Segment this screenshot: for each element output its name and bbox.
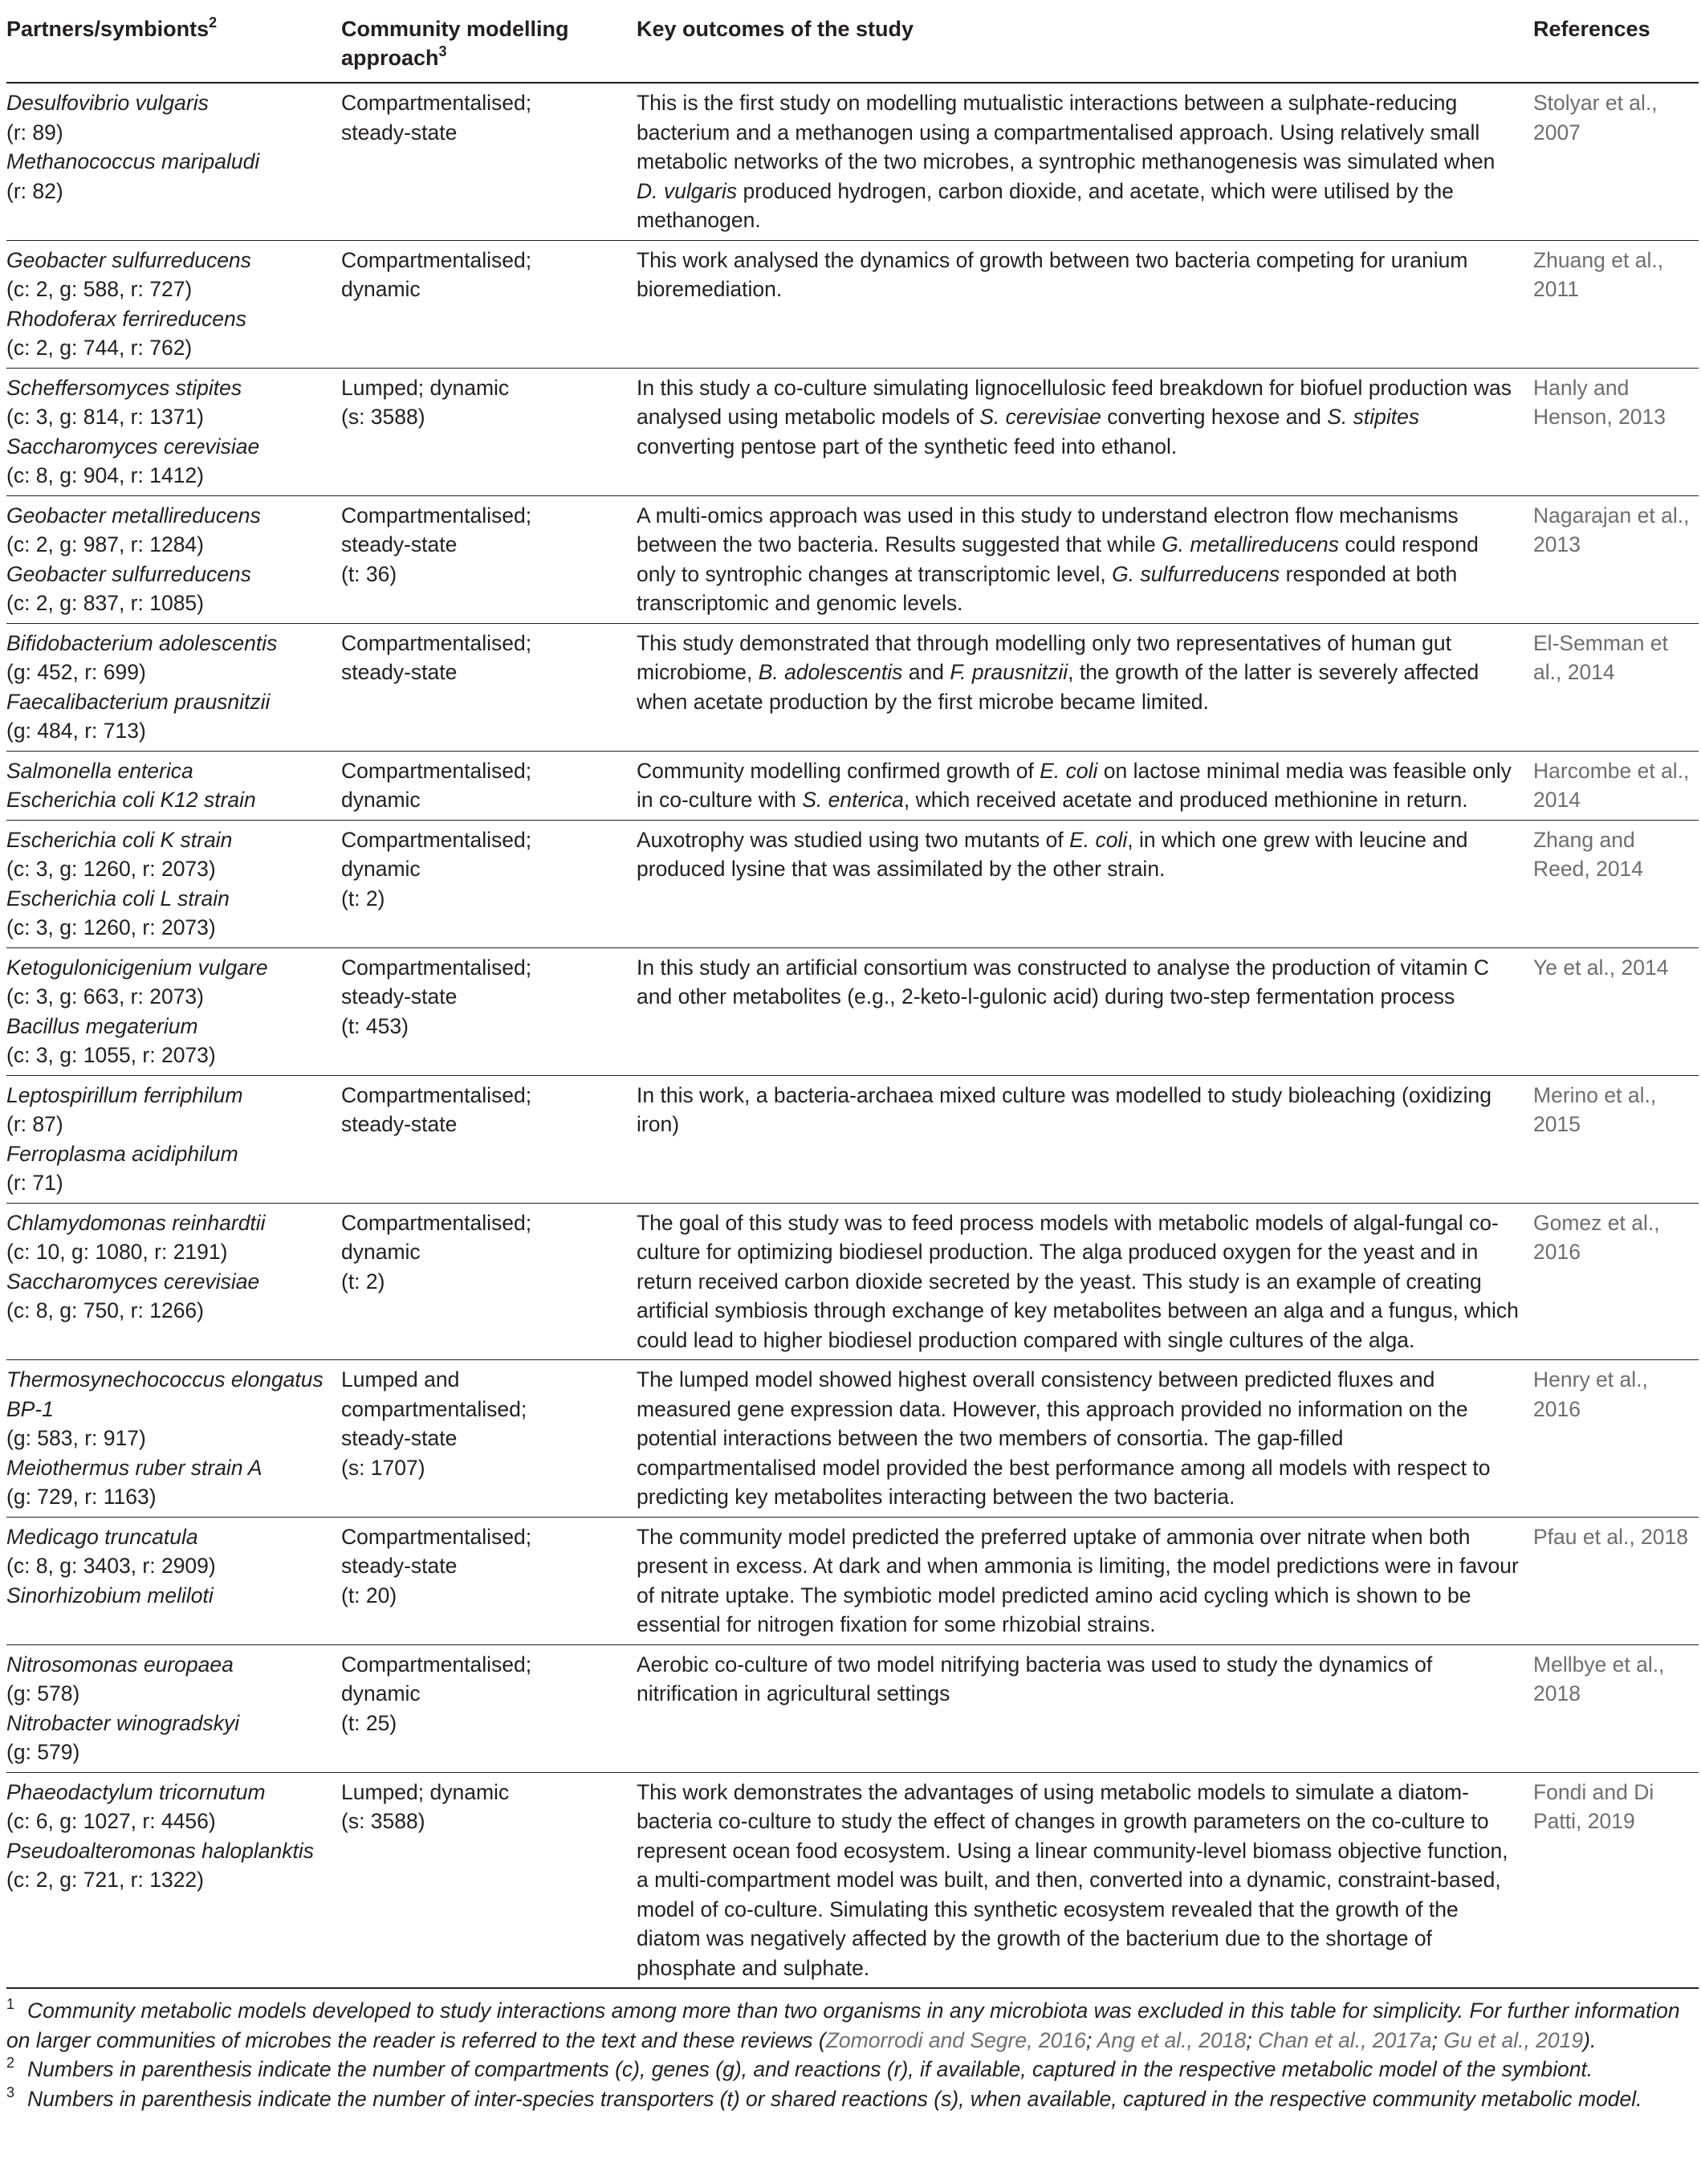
outcome-text: Community modelling confirmed growth of bbox=[637, 758, 1040, 783]
organism-stats: (r: 87) bbox=[6, 1112, 63, 1136]
outcome-text: produced hydrogen, carbon dioxide, and acetate, which were utilised by the methanogen. bbox=[637, 178, 1454, 232]
approach-line: dynamic bbox=[341, 788, 421, 812]
outcome-text: responded at both transcriptomic and genomic levels. bbox=[637, 561, 1458, 615]
outcome-text: In this work, a bacteria-archaea mixed culture was modelled to study bioleaching (oxidizing iron) bbox=[637, 1082, 1491, 1136]
outcome-text: In this study a co-culture simulating lignocellulosic feed breakdown for biofuel production was analysed using metabolic models of bbox=[637, 375, 1512, 429]
table-header-row bbox=[6, 0, 1699, 83]
approach-line: Compartmentalised; bbox=[341, 758, 532, 783]
table-row bbox=[6, 1517, 1699, 1644]
approach-line: dynamic bbox=[341, 1681, 421, 1705]
outcome-text: could respond only to syntrophic changes at transcriptomic level, bbox=[637, 532, 1479, 586]
outcome-cell bbox=[637, 751, 1533, 820]
approach-line: Compartmentalised; bbox=[341, 955, 532, 980]
organism-name: Escherichia coli K12 strain bbox=[6, 788, 256, 812]
approach-cell bbox=[341, 1360, 637, 1518]
outcome-cell bbox=[637, 1075, 1533, 1203]
approach-cell bbox=[341, 947, 637, 1075]
table-row bbox=[6, 1644, 1699, 1772]
organism-name: Geobacter sulfurreducens bbox=[6, 561, 251, 586]
outcome-cell bbox=[637, 1644, 1533, 1772]
footnote-text: Community metabolic models developed to study interactions among more than two organisms in any microbiota was excluded in this table for simplicity. For further information on larger communities of microbes the reader is referred to the text and these reviews ( bbox=[6, 1999, 1680, 2052]
approach-line: Compartmentalised; bbox=[341, 630, 532, 655]
table-row bbox=[6, 1772, 1699, 1988]
approach-line: steady-state bbox=[341, 984, 458, 1008]
approach-line: (s: 3588) bbox=[341, 405, 425, 429]
reference-link[interactable]: Mellbye et al., 2018 bbox=[1533, 1644, 1699, 1772]
partners-cell bbox=[6, 1644, 341, 1772]
outcome-text: , the growth of the latter is severely affected when acetate production by the first microbe became limited. bbox=[637, 660, 1479, 714]
outcome-cell bbox=[637, 240, 1533, 368]
outcome-text: on lactose minimal media was feasible only in co-culture with bbox=[637, 758, 1512, 812]
table-row bbox=[6, 1075, 1699, 1203]
organism-name: Scheffersomyces stipites bbox=[6, 375, 242, 400]
organism-name: Geobacter sulfurreducens bbox=[6, 247, 251, 272]
approach-line: Compartmentalised; bbox=[341, 1524, 532, 1549]
approach-cell bbox=[341, 1644, 637, 1772]
approach-line: Lumped and bbox=[341, 1367, 460, 1391]
species-name: G. sulfurreducens bbox=[1112, 561, 1280, 586]
organism-name: Leptospirillum ferriphilum bbox=[6, 1082, 243, 1107]
approach-cell bbox=[341, 1772, 637, 1988]
approach-line: steady-state bbox=[341, 1112, 458, 1136]
partners-cell bbox=[6, 240, 341, 368]
approach-line: (t: 25) bbox=[341, 1710, 397, 1735]
approach-cell bbox=[341, 623, 637, 751]
organism-stats: (c: 2, g: 744, r: 762) bbox=[6, 336, 193, 360]
species-name: S. stipites bbox=[1327, 405, 1420, 429]
organism-name: Rhodoferax ferrireducens bbox=[6, 306, 247, 331]
approach-line: Compartmentalised; bbox=[341, 827, 532, 852]
footnote-marker: 1 bbox=[6, 1996, 15, 2012]
outcome-text: Aerobic co-culture of two model nitrifying bacteria was used to study the dynamics of nitrification in agricultural settings bbox=[637, 1652, 1433, 1705]
table-footnotes bbox=[6, 1996, 1692, 2113]
organism-name: Chlamydomonas reinhardtii bbox=[6, 1210, 266, 1235]
reference-link[interactable]: Gomez et al., 2016 bbox=[1533, 1203, 1699, 1360]
footnote bbox=[6, 1996, 1692, 2055]
approach-cell bbox=[341, 240, 637, 368]
outcome-cell bbox=[637, 1517, 1533, 1644]
table-row bbox=[6, 947, 1699, 1075]
outcome-text: A multi-omics approach was used in this study to understand electron flow mechanisms between the two bacteria. Results suggested that while bbox=[637, 503, 1459, 556]
species-name: G. metallireducens bbox=[1162, 532, 1339, 556]
partners-cell bbox=[6, 1517, 341, 1644]
footnote bbox=[6, 2084, 1692, 2114]
outcome-cell bbox=[637, 83, 1533, 240]
approach-line: Compartmentalised; bbox=[341, 1082, 532, 1107]
footnote bbox=[6, 2055, 1692, 2084]
table-row bbox=[6, 495, 1699, 623]
footnote-marker: 2 bbox=[209, 14, 218, 31]
footnote-reference-link[interactable]: Ang et al., 2018 bbox=[1097, 2027, 1247, 2052]
approach-cell bbox=[341, 83, 637, 240]
outcome-cell bbox=[637, 1360, 1533, 1518]
approach-line: (t: 453) bbox=[341, 1013, 409, 1038]
header-outcomes: Key outcomes of the study bbox=[637, 0, 1533, 83]
organism-name: Pseudoalteromonas haloplanktis bbox=[6, 1838, 315, 1863]
table-row bbox=[6, 820, 1699, 947]
outcome-cell bbox=[637, 495, 1533, 623]
approach-cell bbox=[341, 820, 637, 947]
outcome-cell bbox=[637, 947, 1533, 1075]
header-references: References bbox=[1533, 0, 1699, 83]
approach-line: Compartmentalised; bbox=[341, 1210, 532, 1235]
species-name: E. coli bbox=[1040, 758, 1098, 783]
organism-stats: (r: 71) bbox=[6, 1171, 63, 1195]
organism-name: Sinorhizobium meliloti bbox=[6, 1583, 214, 1607]
partners-cell bbox=[6, 83, 341, 240]
partners-cell bbox=[6, 1360, 341, 1518]
outcome-text: This is the first study on modelling mutualistic interactions between a sulphate-reducing bacterium and a methanogen using a compartmentalised approach. Using relatively small metabolic networks of the two microbes, a syntrophic methanogenesis was simulated when bbox=[637, 91, 1495, 173]
footnote-text: Numbers in parenthesis indicate the number of inter-species transporters (t) or shared reactions (s), when available, captured in the respective community metabolic model. bbox=[27, 2086, 1642, 2111]
symbiont-models-table bbox=[6, 0, 1699, 1989]
footnote-marker: 2 bbox=[6, 2055, 15, 2071]
partners-cell bbox=[6, 1772, 341, 1988]
approach-line: (s: 1707) bbox=[341, 1455, 425, 1480]
reference-link[interactable]: Stolyar et al., 2007 bbox=[1533, 83, 1699, 240]
approach-line: Compartmentalised; bbox=[341, 247, 532, 272]
approach-line: steady-state bbox=[341, 660, 458, 684]
species-name: S. enterica bbox=[802, 788, 904, 812]
species-name: B. adolescentis bbox=[758, 660, 903, 684]
organism-name: Thermosynechococcus elongatus BP-1 bbox=[6, 1367, 324, 1421]
table-row bbox=[6, 83, 1699, 240]
reference-link[interactable]: El-Semman et al., 2014 bbox=[1533, 623, 1699, 751]
organism-stats: (c: 2, g: 721, r: 1322) bbox=[6, 1868, 204, 1892]
approach-line: steady-state bbox=[341, 1554, 458, 1578]
organism-name: Faecalibacterium prausnitzii bbox=[6, 689, 271, 714]
footnote-reference-link[interactable]: Zomorrodi and Segre, 2016 bbox=[825, 2027, 1086, 2052]
organism-name: Bifidobacterium adolescentis bbox=[6, 630, 278, 655]
outcome-text: This work demonstrates the advantages of using metabolic models to simulate a diatom-bacteria co-culture to study the effect of changes in growth parameters on the co-culture to represent ocean food ecosystem. Using a linear community-level biomass objective function, a multi-compartment model was built, and then, converted into a dynamic, constraint-based, model of co-culture. Simulating this synthetic ecosystem revealed that the growth of the diatom was negatively affected by the growth of the bacterium due to the shortage of phosphate and sulphate. bbox=[637, 1779, 1508, 1980]
organism-name: Geobacter metallireducens bbox=[6, 503, 261, 528]
organism-stats: (c: 3, g: 814, r: 1371) bbox=[6, 405, 204, 429]
organism-name: Desulfovibrio vulgaris bbox=[6, 91, 209, 115]
organism-name: Ketogulonicigenium vulgare bbox=[6, 955, 268, 980]
reference-link[interactable]: Zhuang et al., 2011 bbox=[1533, 240, 1699, 368]
organism-name: Ferroplasma acidiphilum bbox=[6, 1141, 238, 1166]
table-row bbox=[6, 623, 1699, 751]
outcome-text: The community model predicted the preferred uptake of ammonia over nitrate when both present in excess. At dark and when ammonia is limiting, the model predictions were in favour of nitrate uptake. The symbiotic model predicted amino acid cycling which is shown to be essential for nitrogen fixation for some rhizobial strains. bbox=[637, 1524, 1519, 1636]
organism-stats: (c: 8, g: 3403, r: 2909) bbox=[6, 1554, 216, 1578]
organism-stats: (c: 6, g: 1027, r: 4456) bbox=[6, 1809, 216, 1833]
organism-stats: (c: 8, g: 750, r: 1266) bbox=[6, 1298, 204, 1322]
outcome-text: This work analysed the dynamics of growth between two bacteria competing for uranium bioremediation. bbox=[637, 247, 1468, 301]
table-row bbox=[6, 368, 1699, 495]
partners-cell bbox=[6, 623, 341, 751]
approach-line: Lumped; dynamic bbox=[341, 1779, 510, 1804]
organism-stats: (g: 452, r: 699) bbox=[6, 660, 146, 684]
organism-name: Nitrobacter winogradskyi bbox=[6, 1710, 240, 1735]
reference-link[interactable]: Henry et al., 2016 bbox=[1533, 1360, 1699, 1518]
species-name: S. cerevisiae bbox=[979, 405, 1101, 429]
organism-stats: (c: 3, g: 1260, r: 2073) bbox=[6, 857, 216, 881]
species-name: D. vulgaris bbox=[637, 178, 738, 203]
footnote-text: ; bbox=[1085, 2027, 1097, 2052]
partners-cell bbox=[6, 751, 341, 820]
table-row bbox=[6, 751, 1699, 820]
approach-line: (t: 2) bbox=[341, 886, 385, 911]
reference-link[interactable]: Nagarajan et al., 2013 bbox=[1533, 495, 1699, 623]
approach-line: dynamic bbox=[341, 1240, 421, 1264]
reference-link[interactable]: Harcombe et al., 2014 bbox=[1533, 751, 1699, 820]
species-name: F. prausnitzii bbox=[950, 660, 1068, 684]
footnote-marker: 3 bbox=[438, 43, 447, 59]
footnote-text: Numbers in parenthesis indicate the number of compartments (c), genes (g), and reactions (r), if available, captured in the respective metabolic model of the symbiont. bbox=[27, 2057, 1593, 2081]
partners-cell bbox=[6, 368, 341, 495]
approach-line: compartmentalised; bbox=[341, 1396, 527, 1421]
approach-line: (t: 2) bbox=[341, 1269, 385, 1294]
outcome-cell bbox=[637, 623, 1533, 751]
species-name: E. coli bbox=[1069, 827, 1128, 852]
approach-line: Compartmentalised; bbox=[341, 503, 532, 528]
reference-link[interactable]: Zhang and Reed, 2014 bbox=[1533, 820, 1699, 947]
partners-cell bbox=[6, 947, 341, 1075]
organism-stats: (c: 8, g: 904, r: 1412) bbox=[6, 463, 204, 487]
approach-line: (s: 3588) bbox=[341, 1809, 425, 1833]
footnote-text: ; bbox=[1246, 2027, 1258, 2052]
partners-cell bbox=[6, 495, 341, 623]
organism-name: Methanococcus maripaludi bbox=[6, 149, 260, 173]
organism-stats: (g: 729, r: 1163) bbox=[6, 1485, 157, 1509]
header-partners: Partners/symbionts$^2$ bbox=[6, 0, 341, 83]
reference-link[interactable]: Pfau et al., 2018 bbox=[1533, 1517, 1699, 1644]
outcome-cell bbox=[637, 1203, 1533, 1360]
approach-cell bbox=[341, 368, 637, 495]
approach-line: dynamic bbox=[341, 277, 421, 301]
organism-stats: (c: 2, g: 837, r: 1085) bbox=[6, 591, 204, 615]
organism-stats: (g: 583, r: 917) bbox=[6, 1426, 146, 1450]
outcome-text: and bbox=[902, 660, 950, 684]
footnote-marker: 3 bbox=[6, 2084, 15, 2100]
reference-link[interactable]: Fondi and Di Patti, 2019 bbox=[1533, 1772, 1699, 1988]
approach-line: Compartmentalised; bbox=[341, 91, 532, 115]
organism-stats: (c: 2, g: 987, r: 1284) bbox=[6, 532, 204, 556]
approach-cell bbox=[341, 495, 637, 623]
footnote-text: ; bbox=[1431, 2027, 1444, 2052]
organism-name: Escherichia coli L strain bbox=[6, 886, 230, 911]
footnote-reference-link[interactable]: Gu et al., 2019 bbox=[1443, 2027, 1584, 2052]
organism-stats: (g: 578) bbox=[6, 1681, 80, 1705]
outcome-cell bbox=[637, 820, 1533, 947]
organism-stats: (g: 484, r: 713) bbox=[6, 719, 146, 743]
approach-line: (t: 36) bbox=[341, 561, 397, 586]
outcome-text: In this study an artificial consortium was constructed to analyse the production of vitamin C and other metabolites (e.g., 2-keto-l-gulonic acid) during two-step fermentation process bbox=[637, 955, 1489, 1008]
organism-name: Saccharomyces cerevisiae bbox=[6, 1269, 260, 1294]
approach-cell bbox=[341, 751, 637, 820]
approach-line: Compartmentalised; bbox=[341, 1652, 532, 1677]
approach-line: steady-state bbox=[341, 120, 458, 145]
table-row bbox=[6, 1360, 1699, 1518]
organism-stats: (c: 2, g: 588, r: 727) bbox=[6, 277, 193, 301]
approach-line: (t: 20) bbox=[341, 1583, 397, 1607]
organism-stats: (c: 10, g: 1080, r: 2191) bbox=[6, 1240, 228, 1264]
outcome-text: , which received acetate and produced methionine in return. bbox=[903, 788, 1468, 812]
reference-link[interactable]: Hanly and Henson, 2013 bbox=[1533, 368, 1699, 495]
reference-link[interactable]: Merino et al., 2015 bbox=[1533, 1075, 1699, 1203]
header-approach: Community modelling approach$^3$ bbox=[341, 0, 637, 83]
partners-cell bbox=[6, 820, 341, 947]
outcome-cell bbox=[637, 368, 1533, 495]
approach-cell bbox=[341, 1517, 637, 1644]
approach-line: dynamic bbox=[341, 857, 421, 881]
partners-cell bbox=[6, 1075, 341, 1203]
approach-line: steady-state bbox=[341, 1426, 458, 1450]
outcome-text: Auxotrophy was studied using two mutants of bbox=[637, 827, 1070, 852]
outcome-text: converting pentose part of the synthetic feed into ethanol. bbox=[637, 434, 1178, 458]
organism-stats: (r: 89) bbox=[6, 120, 63, 145]
organism-stats: (g: 579) bbox=[6, 1740, 80, 1764]
approach-cell bbox=[341, 1075, 637, 1203]
organism-stats: (c: 3, g: 1055, r: 2073) bbox=[6, 1043, 216, 1067]
outcome-text: This study demonstrated that through modelling only two representatives of human gut microbiome, bbox=[637, 630, 1451, 684]
approach-line: steady-state bbox=[341, 532, 458, 556]
footnote-text: ). bbox=[1583, 2027, 1597, 2052]
partners-cell bbox=[6, 1203, 341, 1360]
table-row bbox=[6, 1203, 1699, 1360]
organism-stats: (r: 82) bbox=[6, 178, 63, 203]
outcome-text: converting hexose and bbox=[1101, 405, 1328, 429]
organism-name: Escherichia coli K strain bbox=[6, 827, 233, 852]
organism-name: Bacillus megaterium bbox=[6, 1013, 198, 1038]
footnote-reference-link[interactable]: Chan et al., 2017a bbox=[1257, 2027, 1432, 2052]
organism-name: Meiothermus ruber strain A bbox=[6, 1455, 262, 1480]
outcome-text: The goal of this study was to feed process models with metabolic models of algal-fungal co-culture for optimizing biodiesel production. The alga produced oxygen for the yeast and in return received carbon dioxide secreted by the yeast. This study is an example of creating artificial symbiosis through exchange of key metabolites between an alga and a fungus, which could lead to higher biodiesel production compared with single cultures of the alga. bbox=[637, 1210, 1519, 1352]
organism-name: Phaeodactylum tricornutum bbox=[6, 1779, 266, 1804]
approach-line: Lumped; dynamic bbox=[341, 375, 510, 400]
outcome-cell bbox=[637, 1772, 1533, 1988]
organism-stats: (c: 3, g: 1260, r: 2073) bbox=[6, 915, 216, 939]
organism-name: Medicago truncatula bbox=[6, 1524, 198, 1549]
outcome-text: , in which one grew with leucine and produced lysine that was assimilated by the other strain. bbox=[637, 827, 1468, 881]
organism-name: Saccharomyces cerevisiae bbox=[6, 434, 260, 458]
approach-cell bbox=[341, 1203, 637, 1360]
outcome-text: The lumped model showed highest overall consistency between predicted fluxes and measured gene expression data. However, this approach provided no information on the potential interactions between the two members of consortia. The gap-filled compartmentalised model provided the best performance among all models with respect to predicting key metabolites interacting between the two bacteria. bbox=[637, 1367, 1491, 1509]
organism-name: Nitrosomonas europaea bbox=[6, 1652, 234, 1677]
organism-name: Salmonella enterica bbox=[6, 758, 193, 783]
table-row bbox=[6, 240, 1699, 368]
organism-stats: (c: 3, g: 663, r: 2073) bbox=[6, 984, 204, 1008]
reference-link[interactable]: Ye et al., 2014 bbox=[1533, 947, 1699, 1075]
